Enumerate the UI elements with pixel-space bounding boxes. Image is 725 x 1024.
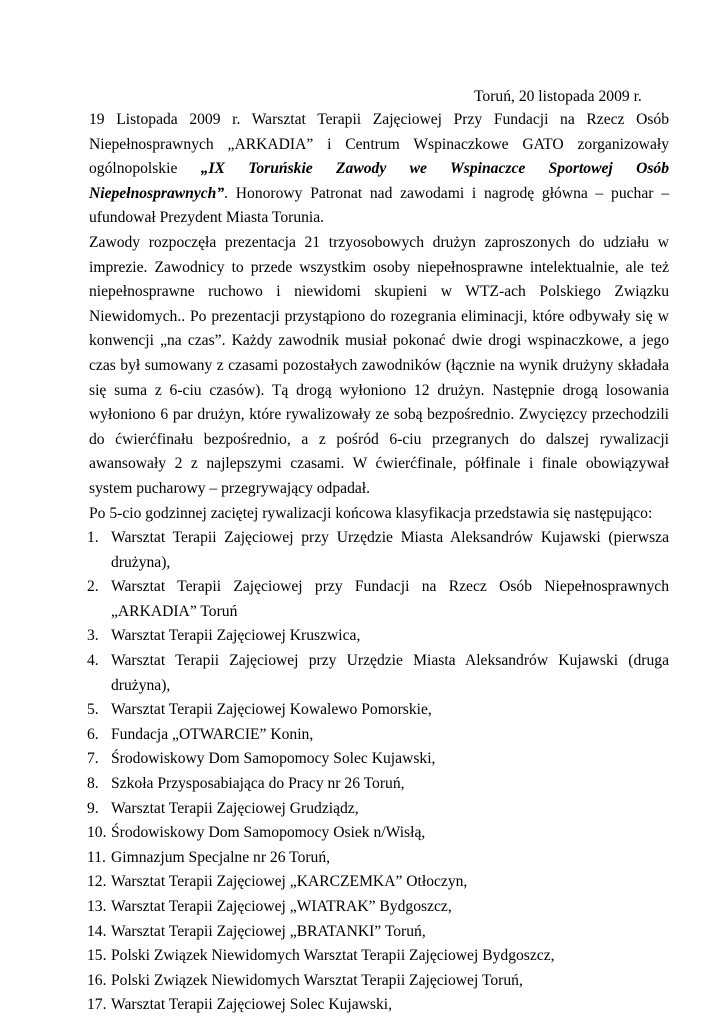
result-number: 3.: [87, 627, 99, 645]
document-body: [89, 108, 669, 1018]
result-text: Polski Związek Niewidomych Warsztat Terapii Zajęciowej Toruń,: [111, 971, 523, 989]
result-number: 7.: [87, 750, 99, 768]
result-text: Warsztat Terapii Zajęciowej „BRATANKI” Toruń,: [111, 922, 426, 940]
result-text: Warsztat Terapii Zajęciowej przy Urzędzie Miasta Aleksandrów Kujawski (druga drużyna),: [111, 652, 669, 694]
result-number: 11.: [87, 848, 106, 866]
result-item: [89, 846, 669, 871]
result-item: [89, 526, 669, 575]
result-number: 16.: [87, 971, 107, 989]
result-number: 13.: [87, 898, 107, 915]
result-item: [89, 993, 669, 1018]
result-number: 6.: [87, 725, 99, 743]
result-number: 12.: [87, 873, 107, 891]
result-item: [89, 797, 669, 822]
result-item: [89, 895, 669, 920]
result-text: Warsztat Terapii Zajęciowej „KARCZEMKA” Otłoczyn,: [111, 873, 468, 891]
result-item: [89, 821, 669, 846]
event-title: „IX Toruńskie Zawody we Wspinaczce Sportowej Osób Niepełnosprawnych”: [89, 160, 669, 202]
result-text: Gimnazjum Specjalne nr 26 Toruń,: [111, 848, 331, 866]
intro-paragraph: [89, 108, 669, 231]
result-number: 15.: [87, 947, 107, 965]
result-text: Polski Związek Niewidomych Warsztat Terapii Zajęciowej Bydgoszcz,: [111, 947, 555, 965]
result-item: [89, 920, 669, 945]
intro-text: 19 Listopada 2009 r. Warsztat Terapii Zajęciowej Przy Fundacji na Rzecz Osób Niepełnosprawnych „ARKADIA” i Centrum Wspinaczkowe GATO zorganizowały ogólnopolskie: [89, 111, 669, 178]
result-number: 2.: [87, 578, 99, 596]
competition-paragraph: Zawody rozpoczęła prezentacja 21 trzyosobowych drużyn zaproszonych do udziału w imprezie. Zawodnicy to przede wszystkim osoby niepełnosprawne intelektualnie, ale też niepełnosprawne ruchowo i niewidomi skupieni w WTZ-ach Polskiego Związku Niewidomych.. Po prezentacji przystąpiono do rozegrania eliminacji, które odbywały się w konwencji „na czas”. Każdy zawodnik musiał pokonać dwie drogi wspinaczkowe, a jego czas był sumowany z czasami pozostałych zawodników (łącznie na wynik drużyny składała się suma z 6-ciu czasów). Tą drogą wyłoniono 12 drużyn. Następnie drogą losowania wyłoniono 6 par drużyn, które rywalizowały ze sobą bezpośrednio. Zwycięzcy przechodzili do ćwierćfinału bezpośrednio, a z pośród 6-ciu przegranych do dalszej rywalizacji awansowały 2 z najlepszymi czasami. W ćwierćfinale, półfinale i finale obowiązywał system pucharowy – przegrywający odpadał.: [89, 233, 669, 497]
date-line: Toruń, 20 listopada 2009 r.: [474, 88, 642, 105]
result-number: 10.: [87, 824, 107, 842]
result-text: Środowiskowy Dom Samopomocy Osiek n/Wisłą,: [111, 824, 426, 842]
result-item: [89, 649, 669, 698]
result-number: 14.: [87, 922, 107, 940]
result-item: [89, 969, 669, 994]
results-list: [89, 526, 669, 1018]
result-item: [89, 772, 669, 797]
result-number: 5.: [87, 701, 99, 719]
result-text: Warsztat Terapii Zajęciowej Grudziądz,: [111, 799, 359, 817]
result-number: 9.: [87, 799, 99, 817]
result-item: [89, 624, 669, 649]
result-text: Warsztat Terapii Zajęciowej przy Fundacji na Rzecz Osób Niepełnosprawnych „ARKADIA” Toruń: [111, 578, 669, 620]
result-text: Fundacja „OTWARCIE” Konin,: [111, 725, 314, 743]
result-item: [89, 870, 669, 895]
result-number: 1.: [87, 529, 99, 547]
result-text: Warsztat Terapii Zajęciowej Kowalewo Pomorskie,: [111, 701, 432, 719]
result-text: Warsztat Terapii Zajęciowej Solec Kujawski,: [111, 996, 392, 1014]
intro-text-end: . Honorowy Patronat nad zawodami i nagrodę główna – puchar – ufundował Prezydent Miasta Torunia.: [89, 184, 669, 227]
results-intro: Po 5-cio godzinnej zaciętej rywalizacji końcowa klasyfikacja przedstawia się następująco:: [89, 504, 653, 522]
result-number: 8.: [87, 775, 99, 793]
result-text: Warsztat Terapii Zajęciowej przy Urzędzie Miasta Aleksandrów Kujawski (pierwsza drużyna),: [111, 529, 669, 571]
result-item: [89, 747, 669, 772]
result-item: [89, 698, 669, 723]
result-item: [89, 944, 669, 969]
result-text: Warsztat Terapii Zajęciowej Kruszwica,: [111, 627, 361, 645]
result-number: 17.: [87, 996, 107, 1014]
result-number: 4.: [87, 652, 99, 670]
result-item: [89, 723, 669, 748]
result-item: [89, 575, 669, 624]
result-text: Szkoła Przysposabiająca do Pracy nr 26 Toruń,: [111, 775, 405, 793]
result-text: Środowiskowy Dom Samopomocy Solec Kujawski,: [111, 750, 436, 768]
result-text: Warsztat Terapii Zajęciowej „WIATRAK” Bydgoszcz,: [111, 898, 452, 915]
